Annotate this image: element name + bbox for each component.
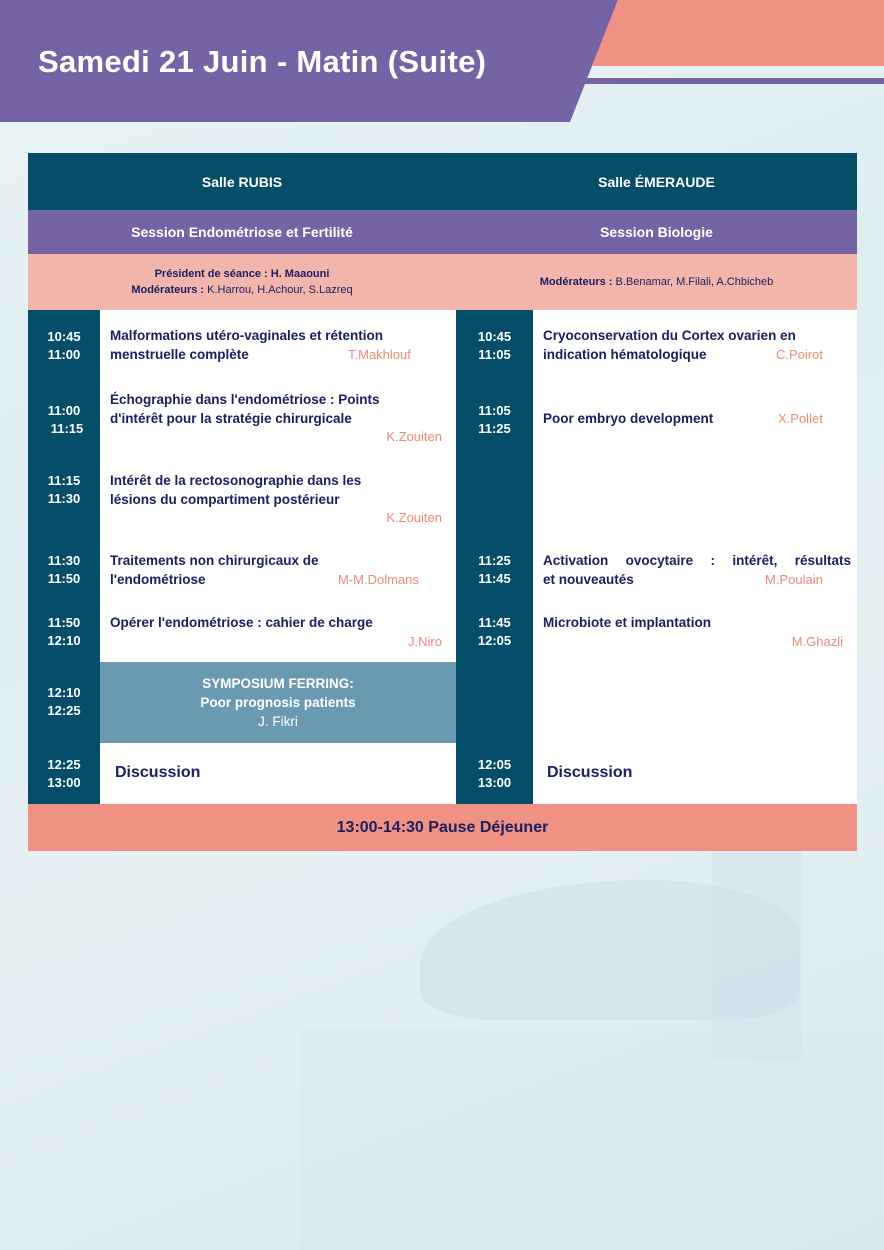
room-left-name: Salle RUBIS bbox=[201, 173, 283, 190]
time-end: 11:15 bbox=[50, 421, 84, 436]
title-line: Échographie dans l'endométriose : Points bbox=[110, 392, 380, 407]
left-talk-1-title bbox=[110, 327, 450, 364]
time-start: 12:10 bbox=[47, 685, 81, 700]
time-start: 12:25 bbox=[47, 757, 81, 772]
speaker-name: M.Poulain bbox=[765, 571, 823, 587]
time-end: 11:45 bbox=[478, 571, 511, 586]
left-talk-3-title bbox=[110, 472, 450, 528]
symposium-speaker: J. Fikri bbox=[258, 714, 298, 729]
left-talk-4-time bbox=[28, 552, 100, 588]
right-moderators-names: B.Benamar, M.Filali, A.Chbicheb bbox=[615, 276, 774, 288]
left-talk-3-time bbox=[28, 472, 100, 508]
speaker-name: M-M.Dolmans bbox=[338, 571, 419, 587]
right-chairs bbox=[456, 254, 857, 310]
left-chairs bbox=[28, 254, 456, 310]
title-line: Activation ovocytaire : intérêt, résultats bbox=[543, 553, 851, 568]
title-text: et nouveautés bbox=[543, 571, 634, 587]
right-talk-4-title bbox=[543, 614, 851, 651]
speaker-name: K.Zouiten bbox=[386, 429, 442, 444]
title-line bbox=[110, 571, 450, 590]
session-left-title: Session Endométriose et Fertilité bbox=[131, 224, 353, 240]
background-water-reflection bbox=[300, 1030, 884, 1250]
right-discussion-label: Discussion bbox=[547, 764, 633, 781]
title-line: Cryoconservation du Cortex ovarien en bbox=[543, 328, 796, 343]
time-end: 13:00 bbox=[477, 775, 512, 790]
left-moderators-label: Modérateurs : bbox=[131, 284, 205, 296]
left-moderators-line bbox=[131, 282, 352, 298]
time-start: 11:05 bbox=[478, 403, 511, 418]
speaker-name: J.Niro bbox=[408, 633, 442, 649]
time-start: 11:25 bbox=[478, 553, 511, 568]
time-start: 11:45 bbox=[478, 615, 511, 630]
right-talk-2-time bbox=[456, 402, 533, 438]
speaker-name: M.Ghazli bbox=[791, 633, 843, 649]
left-talk-5-title bbox=[110, 614, 450, 651]
time-start: 10:45 bbox=[477, 329, 512, 344]
title-line: lésions du compartiment postérieur bbox=[110, 491, 340, 507]
time-start: 11:15 bbox=[47, 473, 81, 488]
time-end: 12:10 bbox=[47, 633, 81, 648]
page-title: Samedi 21 Juin - Matin (Suite) bbox=[38, 44, 487, 79]
president-label: Président de séance : bbox=[154, 268, 268, 280]
right-talk-4-time bbox=[456, 614, 533, 650]
speaker-name: C.Poirot bbox=[776, 346, 823, 362]
time-end: 13:00 bbox=[47, 775, 81, 790]
right-moderators-label: Modérateurs : bbox=[539, 276, 613, 288]
symposium-content bbox=[100, 674, 456, 731]
time-start: 12:05 bbox=[477, 757, 512, 772]
time-start: 10:45 bbox=[47, 329, 81, 344]
time-end: 11:00 bbox=[47, 347, 81, 362]
title-text: l'endométriose bbox=[110, 571, 206, 587]
time-start: 11:00 bbox=[47, 403, 81, 418]
title-line bbox=[543, 571, 851, 590]
title-line: Intérêt de la rectosonographie dans les bbox=[110, 473, 362, 488]
time-end: 11:30 bbox=[47, 491, 81, 506]
symposium-subtitle: Poor prognosis patients bbox=[200, 695, 356, 710]
time-start: 11:30 bbox=[47, 553, 81, 568]
right-talk-1-title bbox=[543, 327, 851, 364]
left-president-line bbox=[155, 266, 330, 282]
left-moderators-names: K.Harrou, H.Achour, S.Lazreq bbox=[207, 284, 353, 296]
time-end: 11:50 bbox=[47, 571, 81, 586]
title-text: Poor embryo development bbox=[543, 411, 714, 426]
title-line: Microbiote et implantation bbox=[543, 615, 712, 630]
time-end: 11:25 bbox=[478, 421, 511, 436]
title-line: Traitements non chirurgicaux de bbox=[110, 553, 319, 568]
left-talk-2-time bbox=[28, 402, 100, 438]
left-talk-5-time bbox=[28, 614, 100, 650]
time-end: 12:05 bbox=[477, 633, 512, 648]
title-line bbox=[543, 346, 851, 365]
left-talk-4-title bbox=[110, 552, 450, 589]
left-talk-1-time bbox=[28, 328, 100, 364]
right-discussion-time bbox=[456, 756, 533, 792]
symposium-title: SYMPOSIUM FERRING: bbox=[202, 676, 354, 691]
program-table bbox=[28, 153, 857, 851]
time-end: 12:25 bbox=[47, 703, 81, 718]
right-talk-3-time bbox=[456, 552, 533, 588]
time-start: 11:50 bbox=[47, 615, 81, 630]
left-talk-2-title bbox=[110, 391, 450, 447]
right-moderators-line bbox=[540, 274, 774, 290]
left-discussion-time bbox=[28, 756, 100, 792]
title-text: indication hématologique bbox=[543, 346, 707, 362]
speaker-name: X.Pollet bbox=[778, 411, 823, 426]
speaker-name: K.Zouiten bbox=[386, 510, 442, 525]
right-talk-3-title bbox=[543, 552, 851, 589]
speaker-name: T.Makhlouf bbox=[348, 346, 411, 362]
right-talk-1-time bbox=[456, 328, 533, 364]
title-text: menstruelle complète bbox=[110, 346, 249, 362]
president-name: H. Maaouni bbox=[270, 268, 330, 280]
left-discussion-label: Discussion bbox=[115, 764, 201, 781]
title-line: Opérer l'endométriose : cahier de charge bbox=[110, 615, 373, 630]
lunch-break-bar: 13:00-14:30 Pause Déjeuner bbox=[28, 804, 857, 851]
room-right-name: Salle ÉMERAUDE bbox=[598, 173, 715, 190]
right-talk-2-title bbox=[543, 410, 851, 429]
session-right-title: Session Biologie bbox=[600, 224, 713, 240]
time-end: 11:05 bbox=[478, 347, 511, 362]
title-line: d'intérêt pour la stratégie chirurgicale bbox=[110, 410, 352, 426]
symposium-time bbox=[28, 684, 100, 720]
title-line: Malformations utéro-vaginales et rétention bbox=[110, 328, 384, 343]
title-line bbox=[110, 346, 450, 365]
right-talks-area bbox=[533, 310, 857, 741]
